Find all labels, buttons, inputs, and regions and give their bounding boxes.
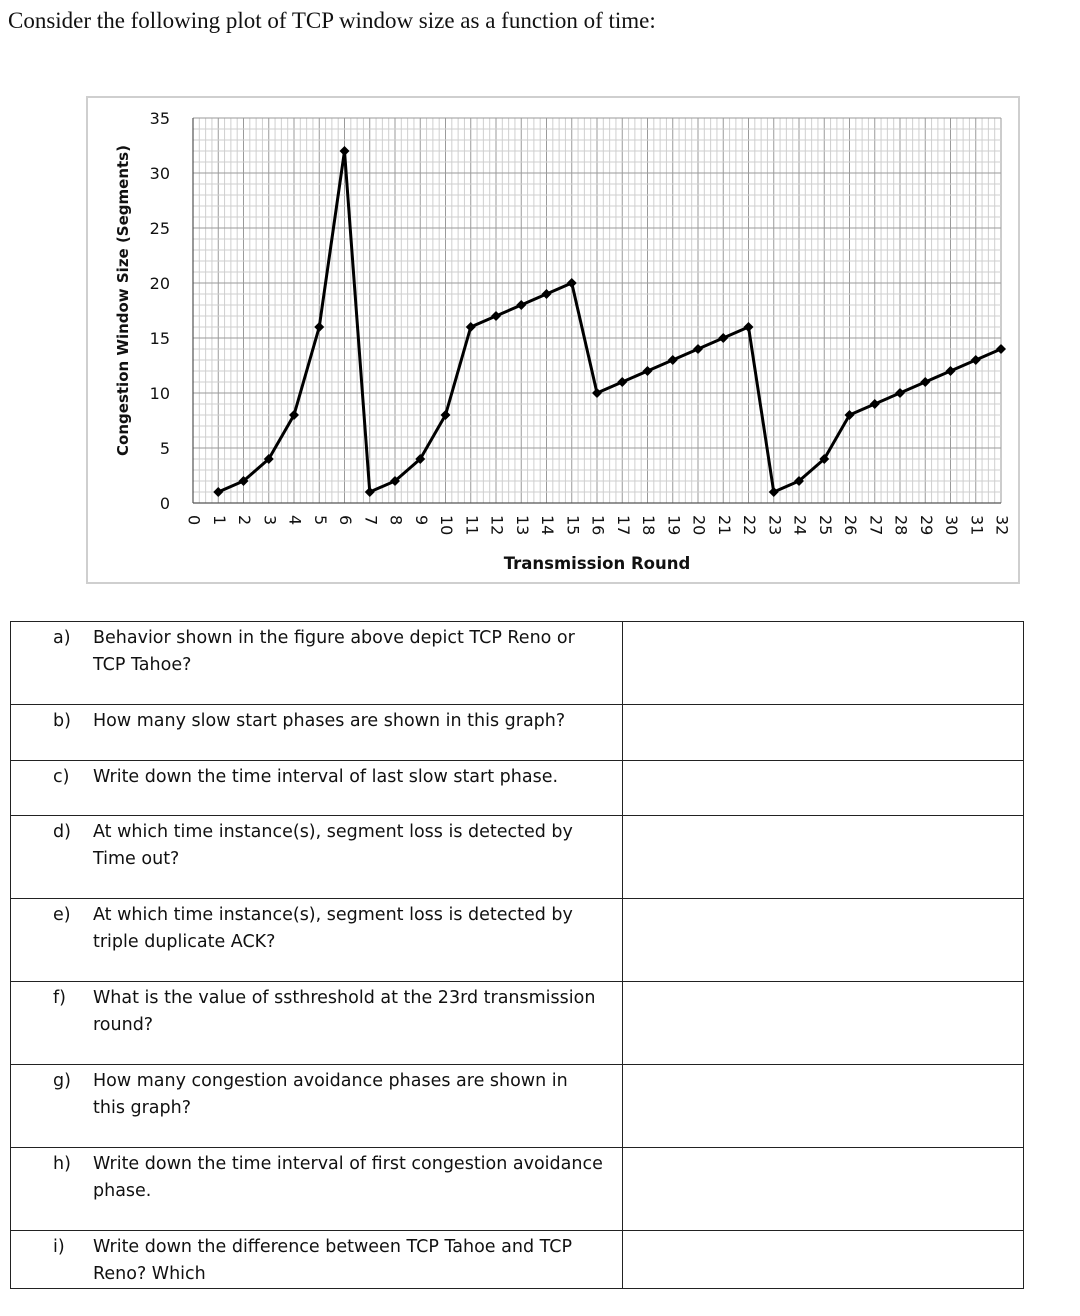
x-tick-label: 22 xyxy=(740,515,759,536)
question-row xyxy=(11,761,1024,816)
x-tick-label: 13 xyxy=(512,515,532,536)
answer-cell[interactable] xyxy=(623,899,1024,982)
question-letter: c) xyxy=(53,767,70,787)
x-tick-label: 1 xyxy=(209,515,229,526)
question-row xyxy=(11,622,1024,705)
x-tick-label: 30 xyxy=(942,515,961,536)
x-tick-label: 19 xyxy=(664,515,684,536)
data-point-marker xyxy=(668,355,678,365)
x-tick-label: 15 xyxy=(563,515,583,536)
question-text: What is the value of ssthreshold at the 23rd transmission round? xyxy=(93,988,596,1035)
x-tick-label: 26 xyxy=(841,515,860,536)
data-point-marker xyxy=(718,333,728,343)
answer-cell[interactable] xyxy=(623,1148,1024,1231)
data-point-marker xyxy=(769,487,779,497)
answer-cell[interactable] xyxy=(623,816,1024,899)
question-text: Behavior shown in the figure above depict TCP Reno or TCP Tahoe? xyxy=(93,628,575,675)
question-cell xyxy=(11,705,623,761)
y-tick-label: 30 xyxy=(149,164,170,183)
y-tick-label: 5 xyxy=(159,439,170,458)
question-cell xyxy=(11,1065,623,1148)
data-point-marker xyxy=(744,322,754,332)
y-tick-label: 0 xyxy=(159,494,170,513)
question-row xyxy=(11,1065,1024,1148)
data-point-marker xyxy=(365,487,375,497)
data-point-marker xyxy=(213,487,223,497)
question-cell xyxy=(11,622,623,705)
answer-cell[interactable] xyxy=(623,1231,1024,1289)
x-axis-label: Transmission Round xyxy=(503,554,691,573)
data-point-marker xyxy=(567,278,577,288)
x-tick-label: 25 xyxy=(815,515,835,536)
chart-frame xyxy=(86,96,1020,584)
x-tick-label: 12 xyxy=(487,515,507,536)
question-row xyxy=(11,899,1024,982)
question-cell xyxy=(11,1148,623,1231)
answer-cell[interactable] xyxy=(623,1065,1024,1148)
question-row xyxy=(11,705,1024,761)
x-tick-label: 27 xyxy=(866,515,886,536)
data-point-marker xyxy=(971,355,981,365)
question-text: How many slow start phases are shown in this graph? xyxy=(93,711,566,731)
data-point-marker xyxy=(946,366,956,376)
question-text: How many congestion avoidance phases are shown in this graph? xyxy=(93,1071,568,1118)
y-tick-label: 10 xyxy=(149,384,170,403)
x-tick-label: 23 xyxy=(765,515,785,536)
question-cell xyxy=(11,899,623,982)
question-letter: i) xyxy=(53,1237,65,1257)
data-point-marker xyxy=(491,311,501,321)
x-tick-label: 31 xyxy=(967,515,987,536)
data-point-marker xyxy=(920,377,930,387)
question-letter: h) xyxy=(53,1154,71,1174)
x-tick-label: 28 xyxy=(891,515,911,536)
x-tick-label: 32 xyxy=(992,515,1012,536)
question-letter: f) xyxy=(53,988,66,1008)
data-point-marker xyxy=(693,344,703,354)
question-cell xyxy=(11,982,623,1065)
question-cell xyxy=(11,761,623,816)
x-tick-label: 0 xyxy=(184,515,204,526)
question-letter: b) xyxy=(53,711,71,731)
answer-cell[interactable] xyxy=(623,622,1024,705)
x-tick-label: 7 xyxy=(361,515,381,526)
y-tick-label: 15 xyxy=(149,329,170,348)
data-point-marker xyxy=(466,322,476,332)
data-point-marker xyxy=(314,322,324,332)
data-point-marker xyxy=(643,366,653,376)
x-tick-label: 3 xyxy=(260,515,280,526)
answer-cell[interactable] xyxy=(623,982,1024,1065)
y-tick-label: 35 xyxy=(149,109,170,128)
data-point-marker xyxy=(617,377,627,387)
data-point-marker xyxy=(516,300,526,310)
x-tick-label: 2 xyxy=(235,515,254,526)
question-text: At which time instance(s), segment loss is detected by triple duplicate ACK? xyxy=(93,905,573,952)
question-text: At which time instance(s), segment loss is detected by Time out? xyxy=(93,822,573,869)
x-tick-label: 16 xyxy=(588,515,608,536)
question-text: Write down the difference between TCP Tahoe and TCP Reno? Which xyxy=(93,1237,573,1284)
x-tick-label: 4 xyxy=(285,515,305,526)
y-axis-label: Congestion Window Size (Segments) xyxy=(114,145,132,456)
question-cell xyxy=(11,1231,623,1289)
question-letter: e) xyxy=(53,905,71,925)
cwnd-chart xyxy=(88,98,1018,582)
question-letter: a) xyxy=(53,628,71,648)
data-point-marker xyxy=(592,388,602,398)
question-cell xyxy=(11,816,623,899)
data-point-marker xyxy=(340,146,350,156)
x-tick-label: 10 xyxy=(437,515,456,536)
question-row xyxy=(11,982,1024,1065)
question-text: Write down the time interval of first congestion avoidance phase. xyxy=(93,1154,603,1201)
answer-cell[interactable] xyxy=(623,761,1024,816)
question-row xyxy=(11,816,1024,899)
intro-text: Consider the following plot of TCP window size as a function of time: xyxy=(8,8,656,33)
x-tick-label: 14 xyxy=(538,515,557,536)
question-letter: g) xyxy=(53,1071,71,1091)
question-text: Write down the time interval of last slow start phase. xyxy=(93,767,559,787)
question-table xyxy=(10,621,1024,1289)
answer-cell[interactable] xyxy=(623,705,1024,761)
question-row xyxy=(11,1148,1024,1231)
x-tick-label: 18 xyxy=(639,515,658,536)
x-tick-label: 20 xyxy=(689,515,709,536)
x-tick-label: 11 xyxy=(462,515,482,536)
x-tick-label: 29 xyxy=(916,515,936,536)
x-tick-label: 17 xyxy=(613,515,633,536)
data-point-marker xyxy=(895,388,905,398)
x-tick-label: 24 xyxy=(790,515,810,536)
data-point-marker xyxy=(542,289,552,299)
x-tick-label: 21 xyxy=(714,515,734,536)
x-tick-label: 6 xyxy=(336,515,355,526)
x-tick-label: 5 xyxy=(310,515,330,526)
y-tick-label: 20 xyxy=(149,274,170,293)
x-tick-label: 9 xyxy=(411,515,431,526)
data-point-marker xyxy=(870,399,880,409)
x-tick-label: 8 xyxy=(386,515,406,526)
question-row xyxy=(11,1231,1024,1289)
y-tick-label: 25 xyxy=(149,219,170,238)
question-letter: d) xyxy=(53,822,71,842)
data-point-marker xyxy=(996,344,1006,354)
